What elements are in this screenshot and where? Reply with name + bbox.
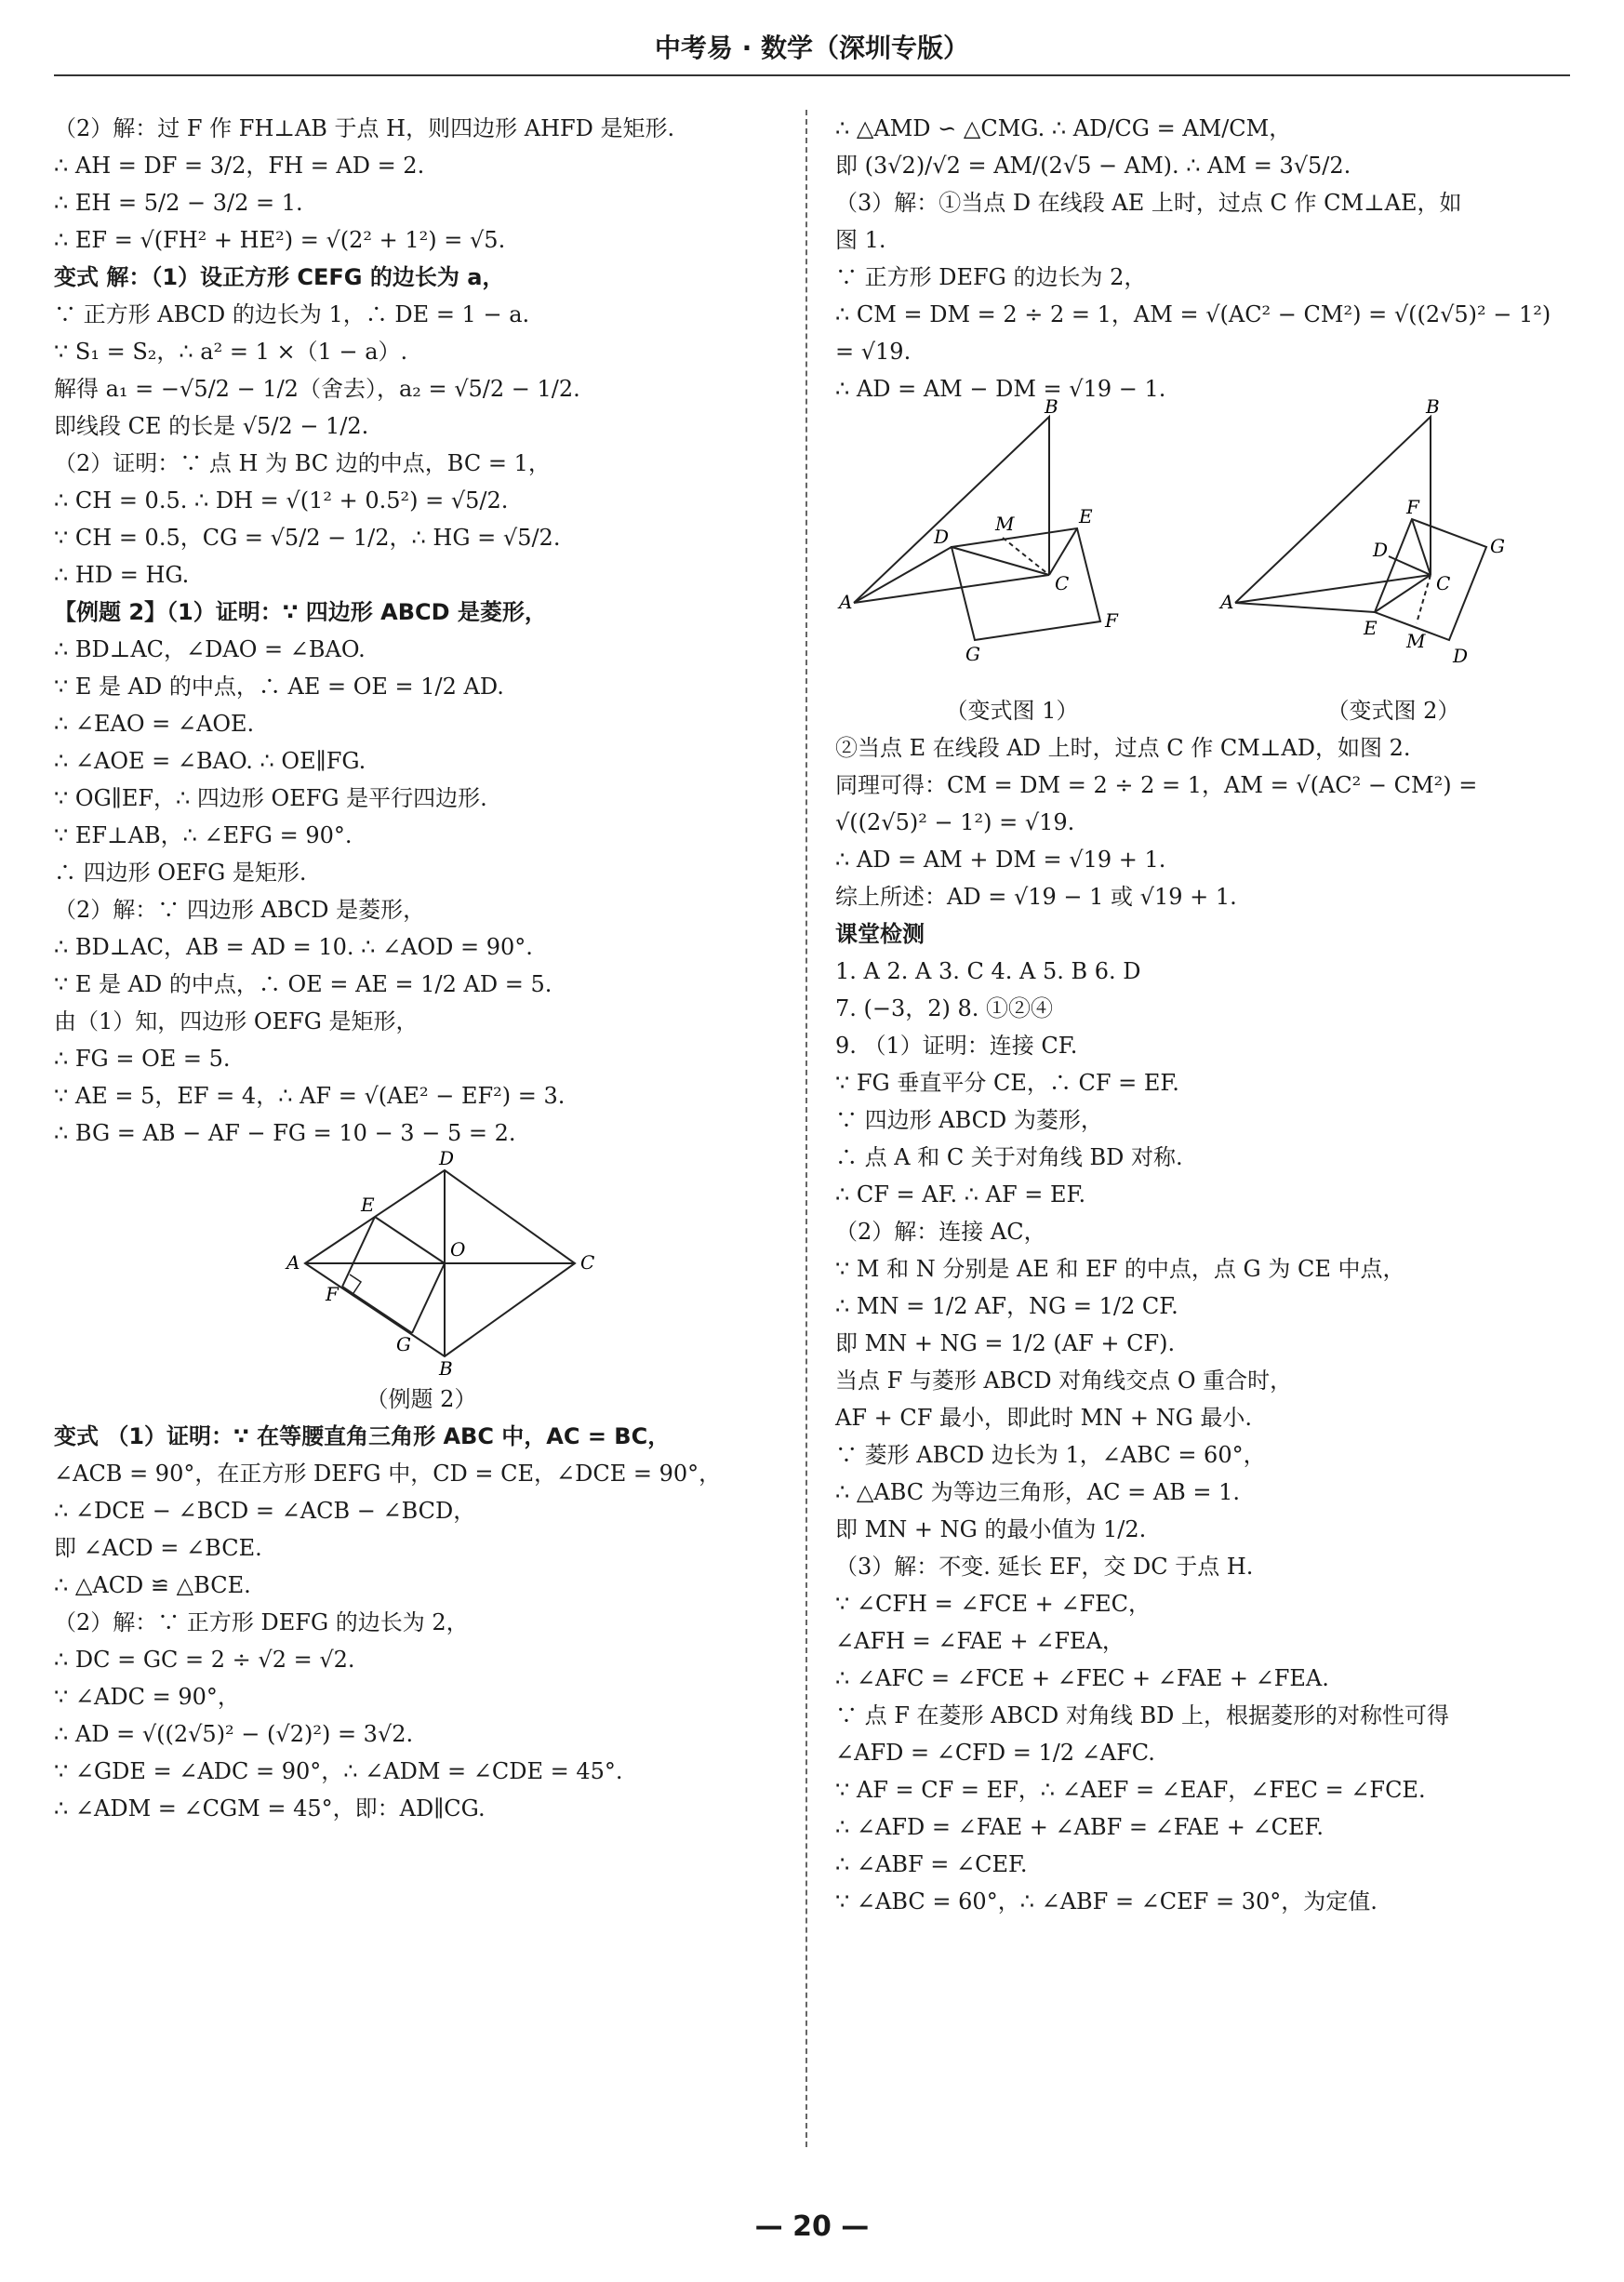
section-heading: 课堂检测 [835, 921, 925, 947]
label-m: M [1406, 630, 1426, 652]
label-g: G [396, 1333, 411, 1355]
label-e: E [1079, 505, 1093, 527]
variant-heading: 变式 解：（1）设正方形 CEFG 的边长为 a， [54, 264, 505, 290]
segment-eo [375, 1217, 445, 1263]
text-line: ∵ E 是 AD 的中点，∴ AE = OE = 1/2 AD. [54, 674, 504, 700]
label-o: O [450, 1238, 466, 1261]
segment-dc [1389, 556, 1431, 575]
text-line: ∵ 四边形 ABCD 为菱形， [835, 1107, 1103, 1133]
text-line: ∴ EH = 5/2 − 3/2 = 1. [54, 190, 303, 216]
label-f: F [1105, 609, 1118, 632]
variant2-diagram [1217, 395, 1570, 687]
text-line: 即 MN + NG = 1/2 (AF + CF). [835, 1330, 1176, 1356]
text-line: ∴ △ACD ≌ △BCE. [54, 1572, 251, 1598]
label-d: D [1373, 539, 1389, 561]
text-line: ∵ M 和 N 分别是 AE 和 EF 的中点，点 G 为 CE 中点， [835, 1256, 1405, 1282]
text-line: ∴ AD = AM + DM = √19 + 1. [835, 847, 1166, 873]
text-line: ∵ OG∥EF，∴ 四边形 OEFG 是平行四边形. [54, 785, 487, 811]
text-line: （2）解：连接 AC， [835, 1219, 1046, 1245]
left-column [54, 110, 789, 1827]
text-line: ∴ ∠AFC = ∠FCE + ∠FEC + ∠FAE + ∠FEA. [835, 1665, 1329, 1691]
text-line: ∵ CH = 0.5，CG = √5/2 − 1/2，∴ HG = √5/2. [54, 525, 561, 551]
rhombus-diagram [54, 1147, 789, 1380]
page-header: 中考易 · 数学（深圳专版） [654, 33, 970, 63]
segment-ac [854, 575, 1049, 603]
segment-go [412, 1263, 445, 1333]
text-line: 解得 a₁ = −√5/2 − 1/2（舍去），a₂ = √5/2 − 1/2. [54, 376, 580, 402]
example-heading: 【例题 2】（1）证明：∵ 四边形 ABCD 是菱形， [54, 599, 547, 625]
text-line: ∵ ∠CFH = ∠FCE + ∠FEC， [835, 1591, 1151, 1617]
example2-figure [54, 1147, 789, 1418]
label-c: C [580, 1251, 595, 1274]
text-line: ∠AFD = ∠CFD = 1/2 ∠AFC. [835, 1740, 1155, 1766]
text-line: ∵ AF = CF = EF，∴ ∠AEF = ∠EAF，∠FEC = ∠FCE. [835, 1777, 1426, 1803]
text-line: ∵ ∠GDE = ∠ADC = 90°，∴ ∠ADM = ∠CDE = 45°. [54, 1758, 623, 1784]
label-a: A [1220, 591, 1234, 613]
variant1-diagram [835, 395, 1189, 687]
variant-figures [835, 395, 1570, 729]
text-line: ∴ EF = √(FH² + HE²) = √(2² + 1²) = √5. [54, 227, 506, 253]
text-line: 即 (3√2)/√2 = AM/(2√5 − AM). ∴ AM = 3√5/2. [835, 153, 1351, 179]
text-line: （2）证明：∵ 点 H 为 BC 边的中点，BC = 1， [54, 450, 551, 476]
text-line: ∵ ∠ABC = 60°，∴ ∠ABF = ∠CEF = 30°，为定值. [835, 1888, 1378, 1915]
text-line: ∴ ∠AFD = ∠FAE + ∠ABF = ∠FAE + ∠CEF. [835, 1814, 1324, 1840]
text-line: ∴ ∠ADM = ∠CGM = 45°，即：AD∥CG. [54, 1795, 486, 1822]
label-b: B [1426, 395, 1440, 418]
text-line: ∴ AH = DF = 3/2，FH = AD = 2. [54, 153, 425, 179]
label-b: B [439, 1357, 453, 1380]
text-line: ∵ 菱形 ABCD 边长为 1，∠ABC = 60°， [835, 1442, 1266, 1468]
square-defg [952, 528, 1100, 640]
segment-ab-bc [1235, 417, 1431, 603]
segment-ab-bc [854, 417, 1049, 603]
figure-caption: （变式图 2） [1326, 698, 1460, 724]
label-e: E [1364, 617, 1378, 639]
text-line: ∵ AE = 5，EF = 4，∴ AF = √(AE² − EF²) = 3. [54, 1083, 566, 1109]
answer-line: 7. (−3，2) 8. ①②④ [835, 995, 1054, 1021]
text-line: ∴ AD = AM − DM = √19 − 1. [835, 376, 1166, 402]
label-a: A [286, 1251, 300, 1274]
text-line: ∴ CM = DM = 2 ÷ 2 = 1，AM = √(AC² − CM²) = √((2√5)² − 1²) [835, 301, 1551, 327]
variant-figure-1 [835, 395, 1189, 729]
text-line: 即 ∠ACD = ∠BCE. [54, 1535, 262, 1561]
text-line: 当点 F 与菱形 ABCD 对角线交点 O 重合时， [835, 1368, 1293, 1394]
text-line: ∵ EF⊥AB，∴ ∠EFG = 90°. [54, 822, 353, 848]
text-line: ∠ACB = 90°，在正方形 DEFG 中，CD = CE，∠DCE = 90°， [54, 1461, 722, 1487]
right-angle-mark [350, 1274, 361, 1293]
segment-fg [342, 1287, 412, 1333]
text-line: ∴ 四边形 OEFG 是矩形. [54, 860, 307, 886]
text-line: 即线段 CE 的长是 √5/2 − 1/2. [54, 413, 369, 439]
label-e: E [361, 1194, 375, 1216]
segment-ae [1235, 603, 1375, 612]
label-d: D [934, 526, 950, 548]
text-line: ∴ AD = √((2√5)² − (√2)²) = 3√2. [54, 1721, 414, 1747]
figure-caption: （例题 2） [366, 1386, 477, 1412]
text-line: 由（1）知，四边形 OEFG 是矩形， [54, 1008, 419, 1034]
label-b: B [1045, 395, 1058, 418]
text-line: ∴ MN = 1/2 AF，NG = 1/2 CF. [835, 1293, 1178, 1319]
text-line: （2）解：∵ 正方形 DEFG 的边长为 2， [54, 1609, 469, 1635]
text-line: ∴ ∠ABF = ∠CEF. [835, 1851, 1028, 1877]
text-line: ∵ S₁ = S₂，∴ a² = 1 ×（1 − a）. [54, 339, 408, 365]
text-line: AF + CF 最小，即此时 MN + NG 最小. [835, 1405, 1252, 1431]
text-line: ∵ 正方形 DEFG 的边长为 2， [835, 264, 1147, 290]
text-line: ∴ FG = OE = 5. [54, 1046, 231, 1072]
label-m: M [995, 513, 1015, 535]
text-line: ∠AFH = ∠FAE + ∠FEA， [835, 1628, 1125, 1654]
text-line: ∴ DC = GC = 2 ÷ √2 = √2. [54, 1647, 355, 1673]
label-g: G [1490, 535, 1505, 557]
text-line: ∴ BG = AB − AF − FG = 10 − 3 − 5 = 2. [54, 1120, 516, 1146]
text-line: ∴ ∠DCE − ∠BCD = ∠ACB − ∠BCD， [54, 1498, 476, 1524]
header-rule [54, 74, 1570, 76]
text-line: = √19. [835, 339, 912, 365]
text-line: ∴ △AMD ∽ △CMG. ∴ AD/CG = AM/CM， [835, 115, 1292, 141]
label-g: G [965, 643, 980, 665]
figure-caption: （变式图 1） [945, 698, 1079, 724]
text-line: ∴ BD⊥AC，AB = AD = 10. ∴ ∠AOD = 90°. [54, 934, 533, 960]
text-line: ∵ E 是 AD 的中点，∴ OE = AE = 1/2 AD = 5. [54, 971, 552, 997]
text-line: ∴ ∠EAO = ∠AOE. [54, 711, 255, 737]
label-c: C [1436, 572, 1451, 594]
label-f: F [1406, 496, 1419, 518]
text-line: 9. （1）证明：连接 CF. [835, 1033, 1078, 1059]
text-line: 图 1. [835, 227, 886, 253]
label-d2: D [1453, 645, 1469, 667]
answer-line: 1. A 2. A 3. C 4. A 5. B 6. D [835, 958, 1141, 984]
text-line: ∴ CH = 0.5. ∴ DH = √(1² + 0.5²) = √5/2. [54, 487, 509, 514]
text-line: ∵ 正方形 ABCD 的边长为 1，∴ DE = 1 − a. [54, 301, 530, 327]
text-line: 综上所述：AD = √19 − 1 或 √19 + 1. [835, 884, 1237, 910]
text-line: ∴ BD⊥AC，∠DAO = ∠BAO. [54, 636, 366, 662]
segment-ac [1235, 575, 1431, 603]
text-line: ②当点 E 在线段 AD 上时，过点 C 作 CM⊥AD，如图 2. [835, 735, 1411, 761]
text-line: ∴ 点 A 和 C 关于对角线 BD 对称. [835, 1144, 1183, 1170]
right-column [835, 110, 1570, 1920]
text-line: ∴ △ABC 为等边三角形，AC = AB = 1. [835, 1479, 1241, 1505]
text-line: ∴ ∠AOE = ∠BAO. ∴ OE∥FG. [54, 748, 366, 774]
text-line: （2）解：∵ 四边形 ABCD 是菱形， [54, 897, 426, 923]
text-line: （2）解：过 F 作 FH⊥AB 于点 H，则四边形 AHFD 是矩形. [54, 115, 675, 141]
text-line: ∵ FG 垂直平分 CE，∴ CF = EF. [835, 1070, 1179, 1096]
label-f: F [326, 1283, 339, 1305]
text-line: （3）解：①当点 D 在线段 AE 上时，过点 C 作 CM⊥AE，如 [835, 190, 1462, 216]
text-line: ∵ 点 F 在菱形 ABCD 对角线 BD 上，根据菱形的对称性可得 [835, 1702, 1449, 1728]
text-line: 同理可得：CM = DM = 2 ÷ 2 = 1，AM = √(AC² − CM²) = [835, 772, 1478, 798]
page-number: — 20 — [754, 2210, 870, 2243]
variant-figure-2 [1217, 395, 1570, 729]
segment-cm [1003, 538, 1049, 575]
label-c: C [1055, 572, 1070, 594]
label-d: D [439, 1147, 455, 1169]
segment-ec [1049, 528, 1077, 575]
column-divider [805, 110, 807, 2147]
text-line: ∴ HD = HG. [54, 562, 190, 588]
text-line: 即 MN + NG 的最小值为 1/2. [835, 1516, 1147, 1542]
label-a: A [839, 591, 853, 613]
text-line: （3）解：不变. 延长 EF，交 DC 于点 H. [835, 1554, 1254, 1580]
variant-heading: 变式 （1）证明：∵ 在等腰直角三角形 ABC 中，AC = BC， [54, 1423, 671, 1449]
text-line: √((2√5)² − 1²) = √19. [835, 809, 1075, 835]
segment-dc [952, 547, 1049, 575]
segment-fc [1412, 519, 1431, 575]
text-line: ∵ ∠ADC = 90°， [54, 1684, 240, 1710]
text-line: ∴ CF = AF. ∴ AF = EF. [835, 1181, 1086, 1208]
